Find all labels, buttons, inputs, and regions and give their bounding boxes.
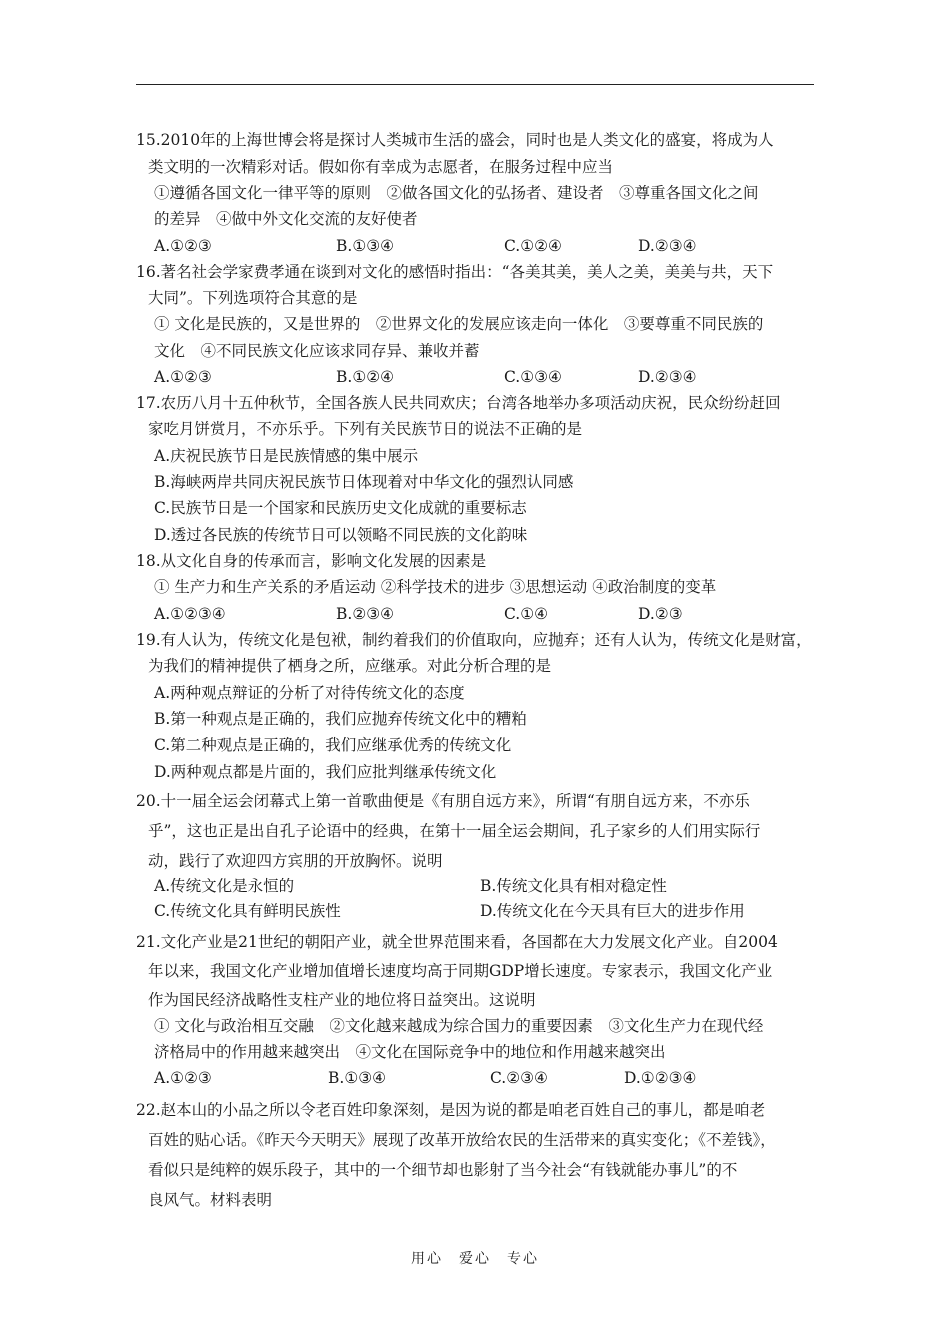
question-stem: 15.2010年的上海世博会将是探讨人类城市生活的盛会，同时也是人类文化的盛宴，将成为人 [136,131,774,149]
option-d: D.透过各民族的传统节日可以领略不同民族的文化韵味 [154,526,528,544]
question-stem: 家吃月饼赏月，不亦乐乎。下列有关民族节日的说法不正确的是 [148,420,583,438]
option-d: D.传统文化在今天具有巨大的进步作用 [480,902,745,920]
question-stem: 17.农历八月十五仲秋节，全国各族人民共同欢庆；台湾各地举办多项活动庆祝，民众纷纷赶回 [136,394,781,412]
question-stem: 大同”。下列选项符合其意的是 [148,289,358,307]
option-a: A.传统文化是永恒的 [154,877,295,895]
question-stem: 20.十一届全运会闭幕式上第一首歌曲便是《有朋自远方来》，所谓“有朋自远方来，不亦乐 [136,792,750,810]
header-rule [136,84,814,85]
option-b: B.①③④ [336,237,395,255]
question-body: ① 文化是民族的，又是世界的 ②世界文化的发展应该走向一体化 ③要尊重不同民族的 [154,315,764,333]
option-b: B.①③④ [328,1069,387,1087]
option-a: A.两种观点辩证的分析了对待传统文化的态度 [154,684,465,702]
option-d: D.两种观点都是片面的，我们应批判继承传统文化 [154,763,497,781]
option-b: B.②③④ [336,605,395,623]
question-stem: 看似只是纯粹的娱乐段子，其中的一个细节却也影射了当今社会“有钱就能办事儿”的不 [148,1161,738,1179]
option-a: A.①②③④ [154,605,226,623]
question-stem: 乎”，这也正是出自孔子论语中的经典，在第十一届全运会期间，孔子家乡的人们用实际行 [148,822,761,840]
question-body: 的差异 ④做中外文化交流的友好使者 [154,210,418,228]
option-b: B.第一种观点是正确的，我们应抛弃传统文化中的糟粕 [154,710,527,728]
option-c: C.①④ [504,605,549,623]
option-b: B.①②④ [336,368,395,386]
question-stem: 22.赵本山的小品之所以令老百姓印象深刻，是因为说的都是咱老百姓自己的事儿，都是咱老 [136,1101,766,1119]
question-stem: 19.有人认为，传统文化是包袱，制约着我们的价值取向，应抛弃；还有人认为，传统文化是财富， [136,631,812,649]
option-c: C.传统文化具有鲜明民族性 [154,902,341,920]
question-body: 济格局中的作用越来越突出 ④文化在国际竞争中的地位和作用越来越突出 [154,1043,666,1061]
option-c: C.②③④ [490,1069,548,1087]
option-d: D.①②③④ [624,1069,697,1087]
option-a: A.庆祝民族节日是民族情感的集中展示 [154,447,419,465]
option-c: C.①②④ [504,237,562,255]
question-body: ①遵循各国文化一律平等的原则 ②做各国文化的弘扬者、建设者 ③尊重各国文化之间 [154,184,759,202]
option-c: C.①③④ [504,368,562,386]
question-stem: 类文明的一次精彩对话。假如你有幸成为志愿者，在服务过程中应当 [148,158,614,176]
option-d: D.②③④ [638,368,697,386]
question-stem: 为我们的精神提供了栖身之所，应继承。对此分析合理的是 [148,657,552,675]
option-b: B.传统文化具有相对稳定性 [480,877,667,895]
question-stem: 21.文化产业是21世纪的朝阳产业，就全世界范围来看，各国都在大力发展文化产业。自2004 [136,933,778,951]
question-stem: 年以来，我国文化产业增加值增长速度均高于同期GDP增长速度。专家表示，我国文化产业 [148,962,773,980]
option-a: A.①②③ [154,368,212,386]
option-c: C.民族节日是一个国家和民族历史文化成就的重要标志 [154,499,527,517]
question-body: ① 文化与政治相互交融 ②文化越来越成为综合国力的重要因素 ③文化生产力在现代经 [154,1017,764,1035]
option-c: C.第二种观点是正确的，我们应继承优秀的传统文化 [154,736,512,754]
page-footer: 用心 爱心 专心 [411,1251,539,1267]
option-b: B.海峡两岸共同庆祝民族节日体现着对中华文化的强烈认同感 [154,473,574,491]
question-stem: 良风气。材料表明 [148,1191,273,1209]
question-body: 文化 ④不同民族文化应该求同存异、兼收并蓄 [154,342,480,360]
option-d: D.②③④ [638,237,697,255]
question-stem: 18.从文化自身的传承而言，影响文化发展的因素是 [136,552,487,570]
question-stem: 动，践行了欢迎四方宾朋的开放胸怀。说明 [148,852,443,870]
question-stem: 16.著名社会学家费孝通在谈到对文化的感悟时指出：“各美其美，美人之美，美美与共，天下 [136,263,774,281]
option-a: A.①②③ [154,237,212,255]
question-stem: 作为国民经济战略性支柱产业的地位将日益突出。这说明 [148,991,536,1009]
question-body: ① 生产力和生产关系的矛盾运动 ②科学技术的进步 ③思想运动 ④政治制度的变革 [154,578,717,596]
question-stem: 百姓的贴心话。《昨天今天明天》展现了改革开放给农民的生活带来的真实变化；《不差钱》， [148,1131,776,1149]
option-a: A.①②③ [154,1069,212,1087]
option-d: D.②③ [638,605,683,623]
